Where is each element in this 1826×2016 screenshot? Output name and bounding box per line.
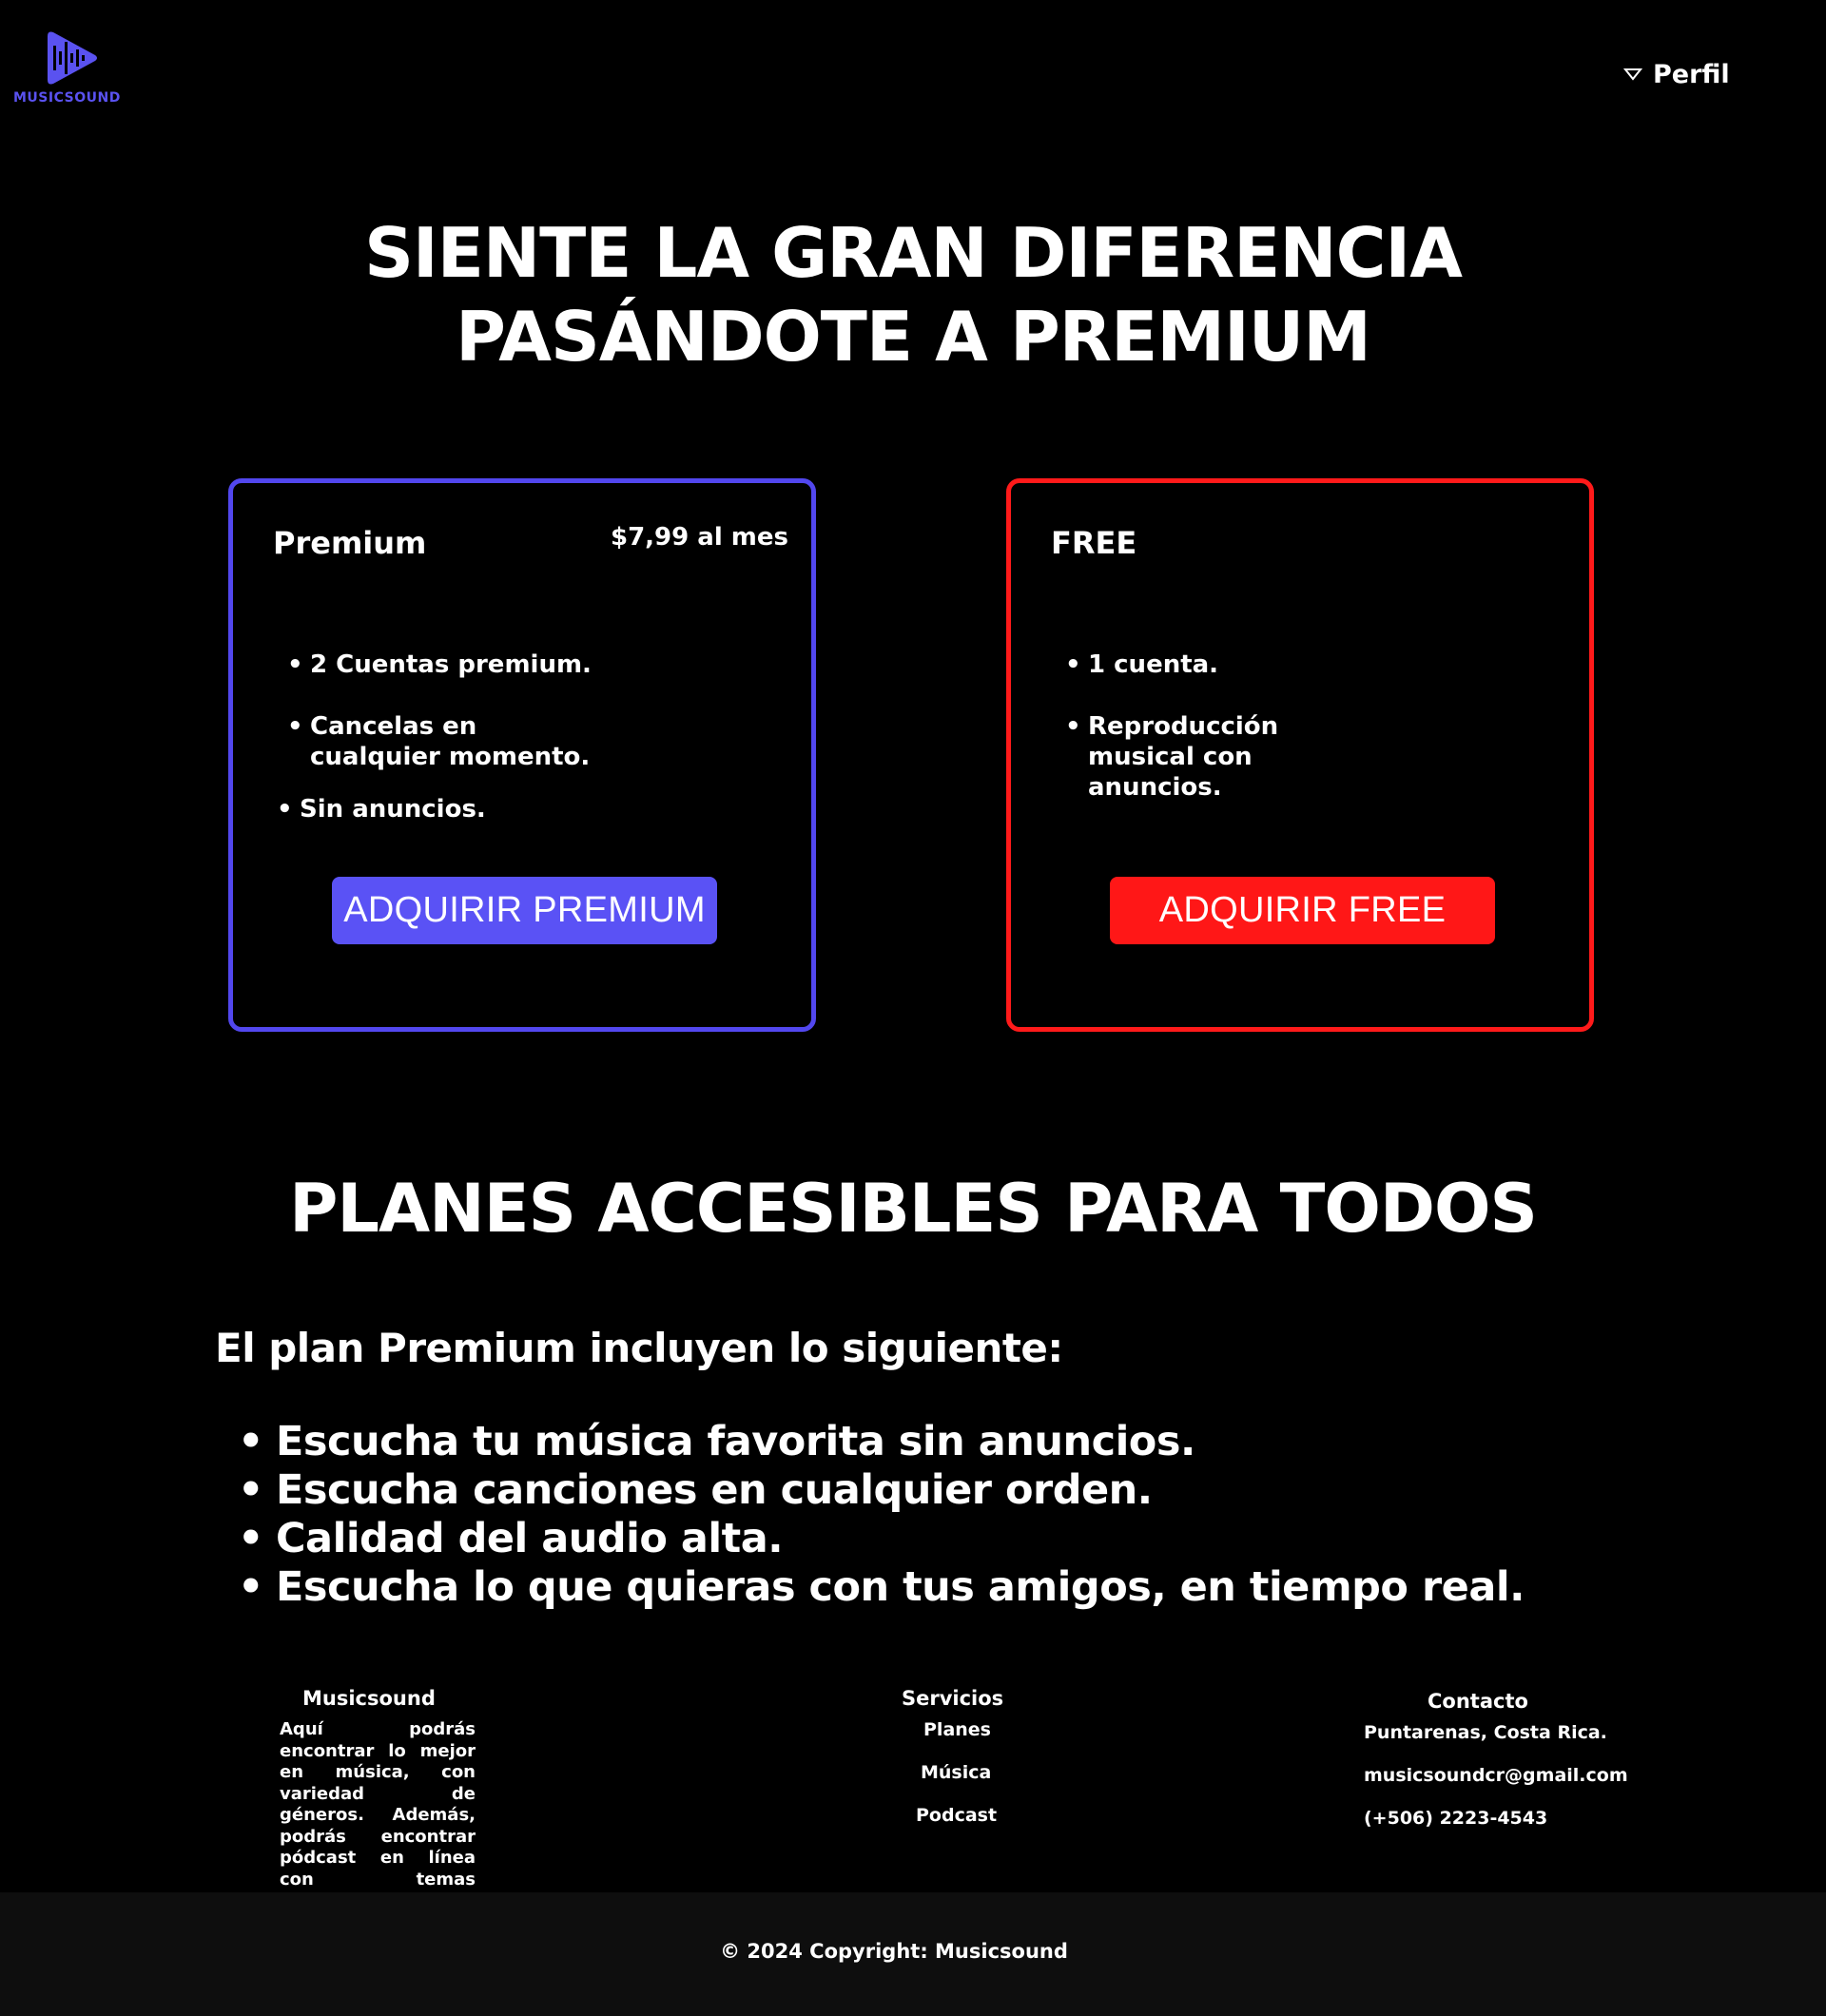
hero-heading — [0, 211, 1826, 378]
buy-free-button[interactable]: ADQUIRIR FREE — [1110, 877, 1495, 944]
brand-name: MUSICSOUND — [13, 90, 121, 106]
profile-menu[interactable] — [1622, 55, 1730, 93]
caret-down-icon — [1622, 68, 1643, 81]
benefits-list — [276, 1418, 1525, 1612]
list-item: • Calidad del audio alta. — [276, 1515, 1525, 1563]
premium-plan-card — [228, 478, 816, 1032]
premium-price: $7,99 al mes — [610, 523, 788, 552]
hero-line-2: PASÁNDOTE A PREMIUM — [456, 297, 1370, 377]
footer-link-planes[interactable]: Planes — [923, 1719, 991, 1740]
footer-contact-title: Contacto — [1428, 1690, 1528, 1713]
premium-feature: • Cancelas en cualquier momento. — [310, 711, 614, 772]
free-feature: • Reproducción musical con anuncios. — [1088, 711, 1383, 803]
plans-intro: El plan Premium incluyen lo siguiente: — [215, 1325, 1063, 1371]
copyright-text: © 2024 Copyright: Musicsound — [720, 1940, 1068, 1963]
free-title: FREE — [1051, 525, 1137, 561]
footer-about-title: Musicsound — [302, 1687, 436, 1710]
profile-label: Perfil — [1653, 59, 1730, 89]
brand-logo[interactable] — [13, 30, 121, 110]
free-feature: • 1 cuenta. — [1088, 649, 1218, 680]
contact-address: Puntarenas, Costa Rica. — [1364, 1722, 1607, 1743]
play-logo-icon — [40, 30, 99, 86]
list-item: • Escucha tu música favorita sin anuncios. — [276, 1418, 1525, 1466]
contact-email[interactable]: musicsoundcr@gmail.com — [1364, 1765, 1628, 1786]
plans-heading: PLANES ACCESIBLES PARA TODOS — [289, 1170, 1537, 1248]
list-item: • Escucha canciones en cualquier orden. — [276, 1466, 1525, 1515]
premium-title: Premium — [273, 525, 427, 561]
buy-premium-button[interactable]: ADQUIRIR PREMIUM — [332, 877, 717, 944]
footer-services-title: Servicios — [902, 1687, 1004, 1710]
contact-phone: (+506) 2223-4543 — [1364, 1808, 1548, 1829]
premium-feature: • 2 Cuentas premium. — [310, 649, 592, 680]
premium-feature: • Sin anuncios. — [300, 794, 486, 824]
footer-about-text: Aquí podrás encontrar lo mejor en música, con variedad de géneros. Además, podrás encontrar pódcast en línea con temas — [280, 1719, 476, 1890]
list-item: • Escucha lo que quieras con tus amigos, en tiempo real. — [276, 1563, 1525, 1612]
footer-link-podcast[interactable]: Podcast — [916, 1805, 998, 1826]
footer-link-musica[interactable]: Música — [921, 1762, 992, 1783]
hero-line-1: SIENTE LA GRAN DIFERENCIA — [364, 213, 1462, 293]
free-plan-card — [1006, 478, 1594, 1032]
